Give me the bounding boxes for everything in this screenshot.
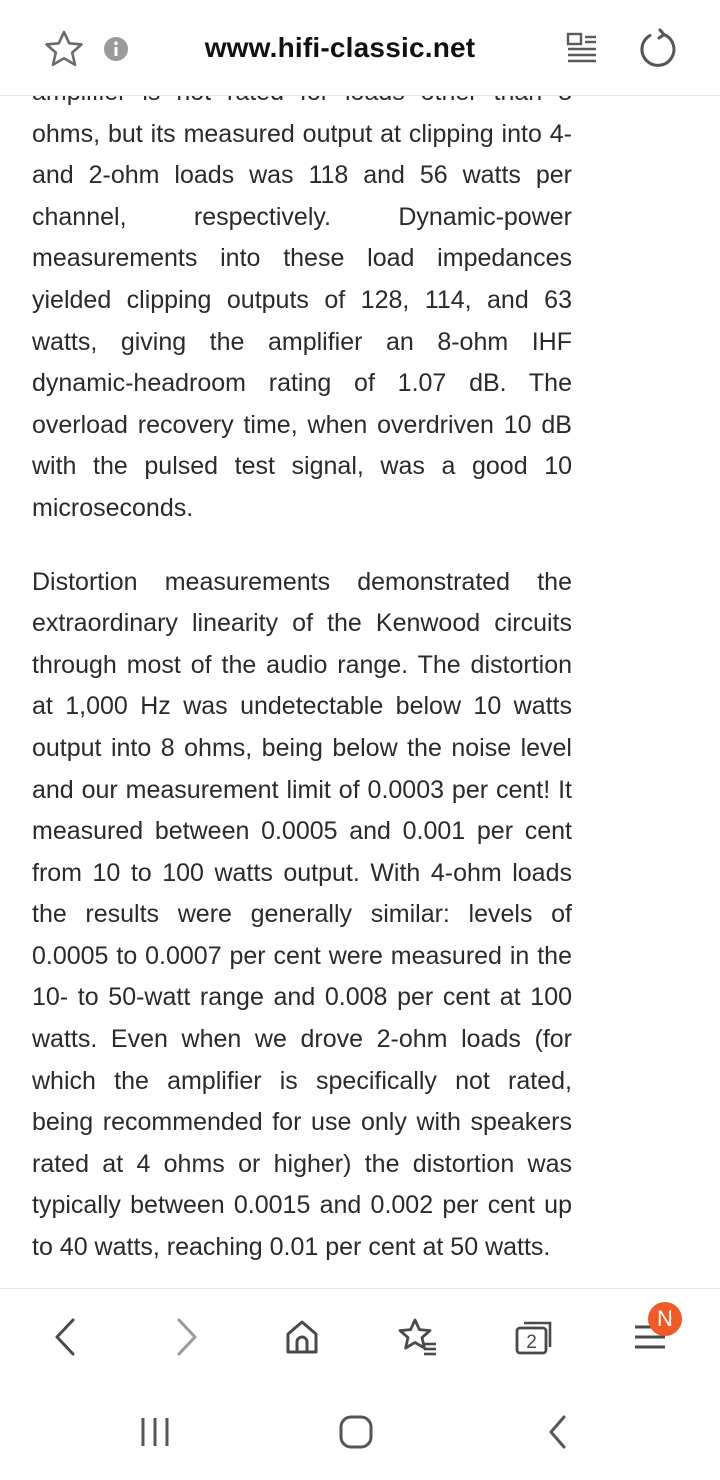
notification-badge: N <box>648 1302 682 1336</box>
system-navigation-bar <box>0 1384 720 1480</box>
recents-icon <box>138 1415 172 1449</box>
page-content[interactable] <box>0 96 720 1288</box>
reader-mode-button[interactable] <box>560 26 604 70</box>
tabs-button[interactable] <box>506 1311 562 1363</box>
reader-mode-icon <box>565 31 599 65</box>
system-back-button[interactable] <box>528 1408 588 1456</box>
home-button[interactable] <box>274 1311 330 1363</box>
star-outline-icon <box>43 29 85 69</box>
article-body <box>32 72 572 1301</box>
forward-button[interactable] <box>158 1311 214 1363</box>
recents-button[interactable] <box>125 1408 185 1456</box>
tabs-icon <box>512 1317 556 1357</box>
chevron-left-icon <box>51 1317 81 1357</box>
back-icon <box>543 1413 573 1451</box>
reload-icon <box>636 28 678 70</box>
browser-toolbar <box>0 1288 720 1384</box>
article-paragraph: ohms, but its measured output at clipping into 4- and 2-ohm loads was 118 and 56 watts per channel, respectively. Dynamic-power measurements into these load impedances yielded clipping outputs of 128, 114, and 63 watts, giving the amplifier an 8-ohm IHF dynamic-headroom rating of 1.07 dB. The overload recovery time, when overdriven 10 dB with the pulsed test signal, was a good 10 microseconds. <box>32 119 572 522</box>
chevron-right-icon <box>171 1317 201 1357</box>
tabs-count: 2 <box>526 1332 537 1353</box>
bookmark-star-button[interactable] <box>40 26 88 72</box>
bookmarks-button[interactable] <box>390 1311 446 1363</box>
reload-button[interactable] <box>632 24 682 74</box>
article-paragraph: Distortion measurements demonstrated the extraordinary linearity of the Kenwood circuits through most of the audio range. The distortion at 1,000 Hz was undetectable below 10 watts output into 8 ohms, being below the noise level and our measurement limit of 0.0003 per cent! It measured between 0.0005 and 0.001 per cent from 10 to 100 watts output. With 4-ohm loads the results were generally similar: levels of 0.0005 to 0.0007 per cent were measured in the 10- to 50-watt range and 0.008 per cent at 100 watts. Even when we drove 2-ohm loads (for which the amplifier is specifically not rated, being recommended for use only with speakers rated at 4 ohms or higher) the distortion was typically between 0.0015 and 0.002 per cent up to 40 watts, reaching 0.01 per cent at 50 watts. <box>32 567 572 1262</box>
url-text[interactable]: www.hifi-classic.net <box>204 32 476 63</box>
site-info-button[interactable] <box>102 35 130 63</box>
back-button[interactable] <box>38 1311 94 1363</box>
home-icon <box>282 1317 322 1357</box>
address-bar <box>0 0 720 96</box>
home-circle-icon <box>337 1413 375 1451</box>
info-icon <box>103 36 129 62</box>
bookmarks-icon <box>396 1317 440 1357</box>
system-home-button[interactable] <box>326 1408 386 1456</box>
